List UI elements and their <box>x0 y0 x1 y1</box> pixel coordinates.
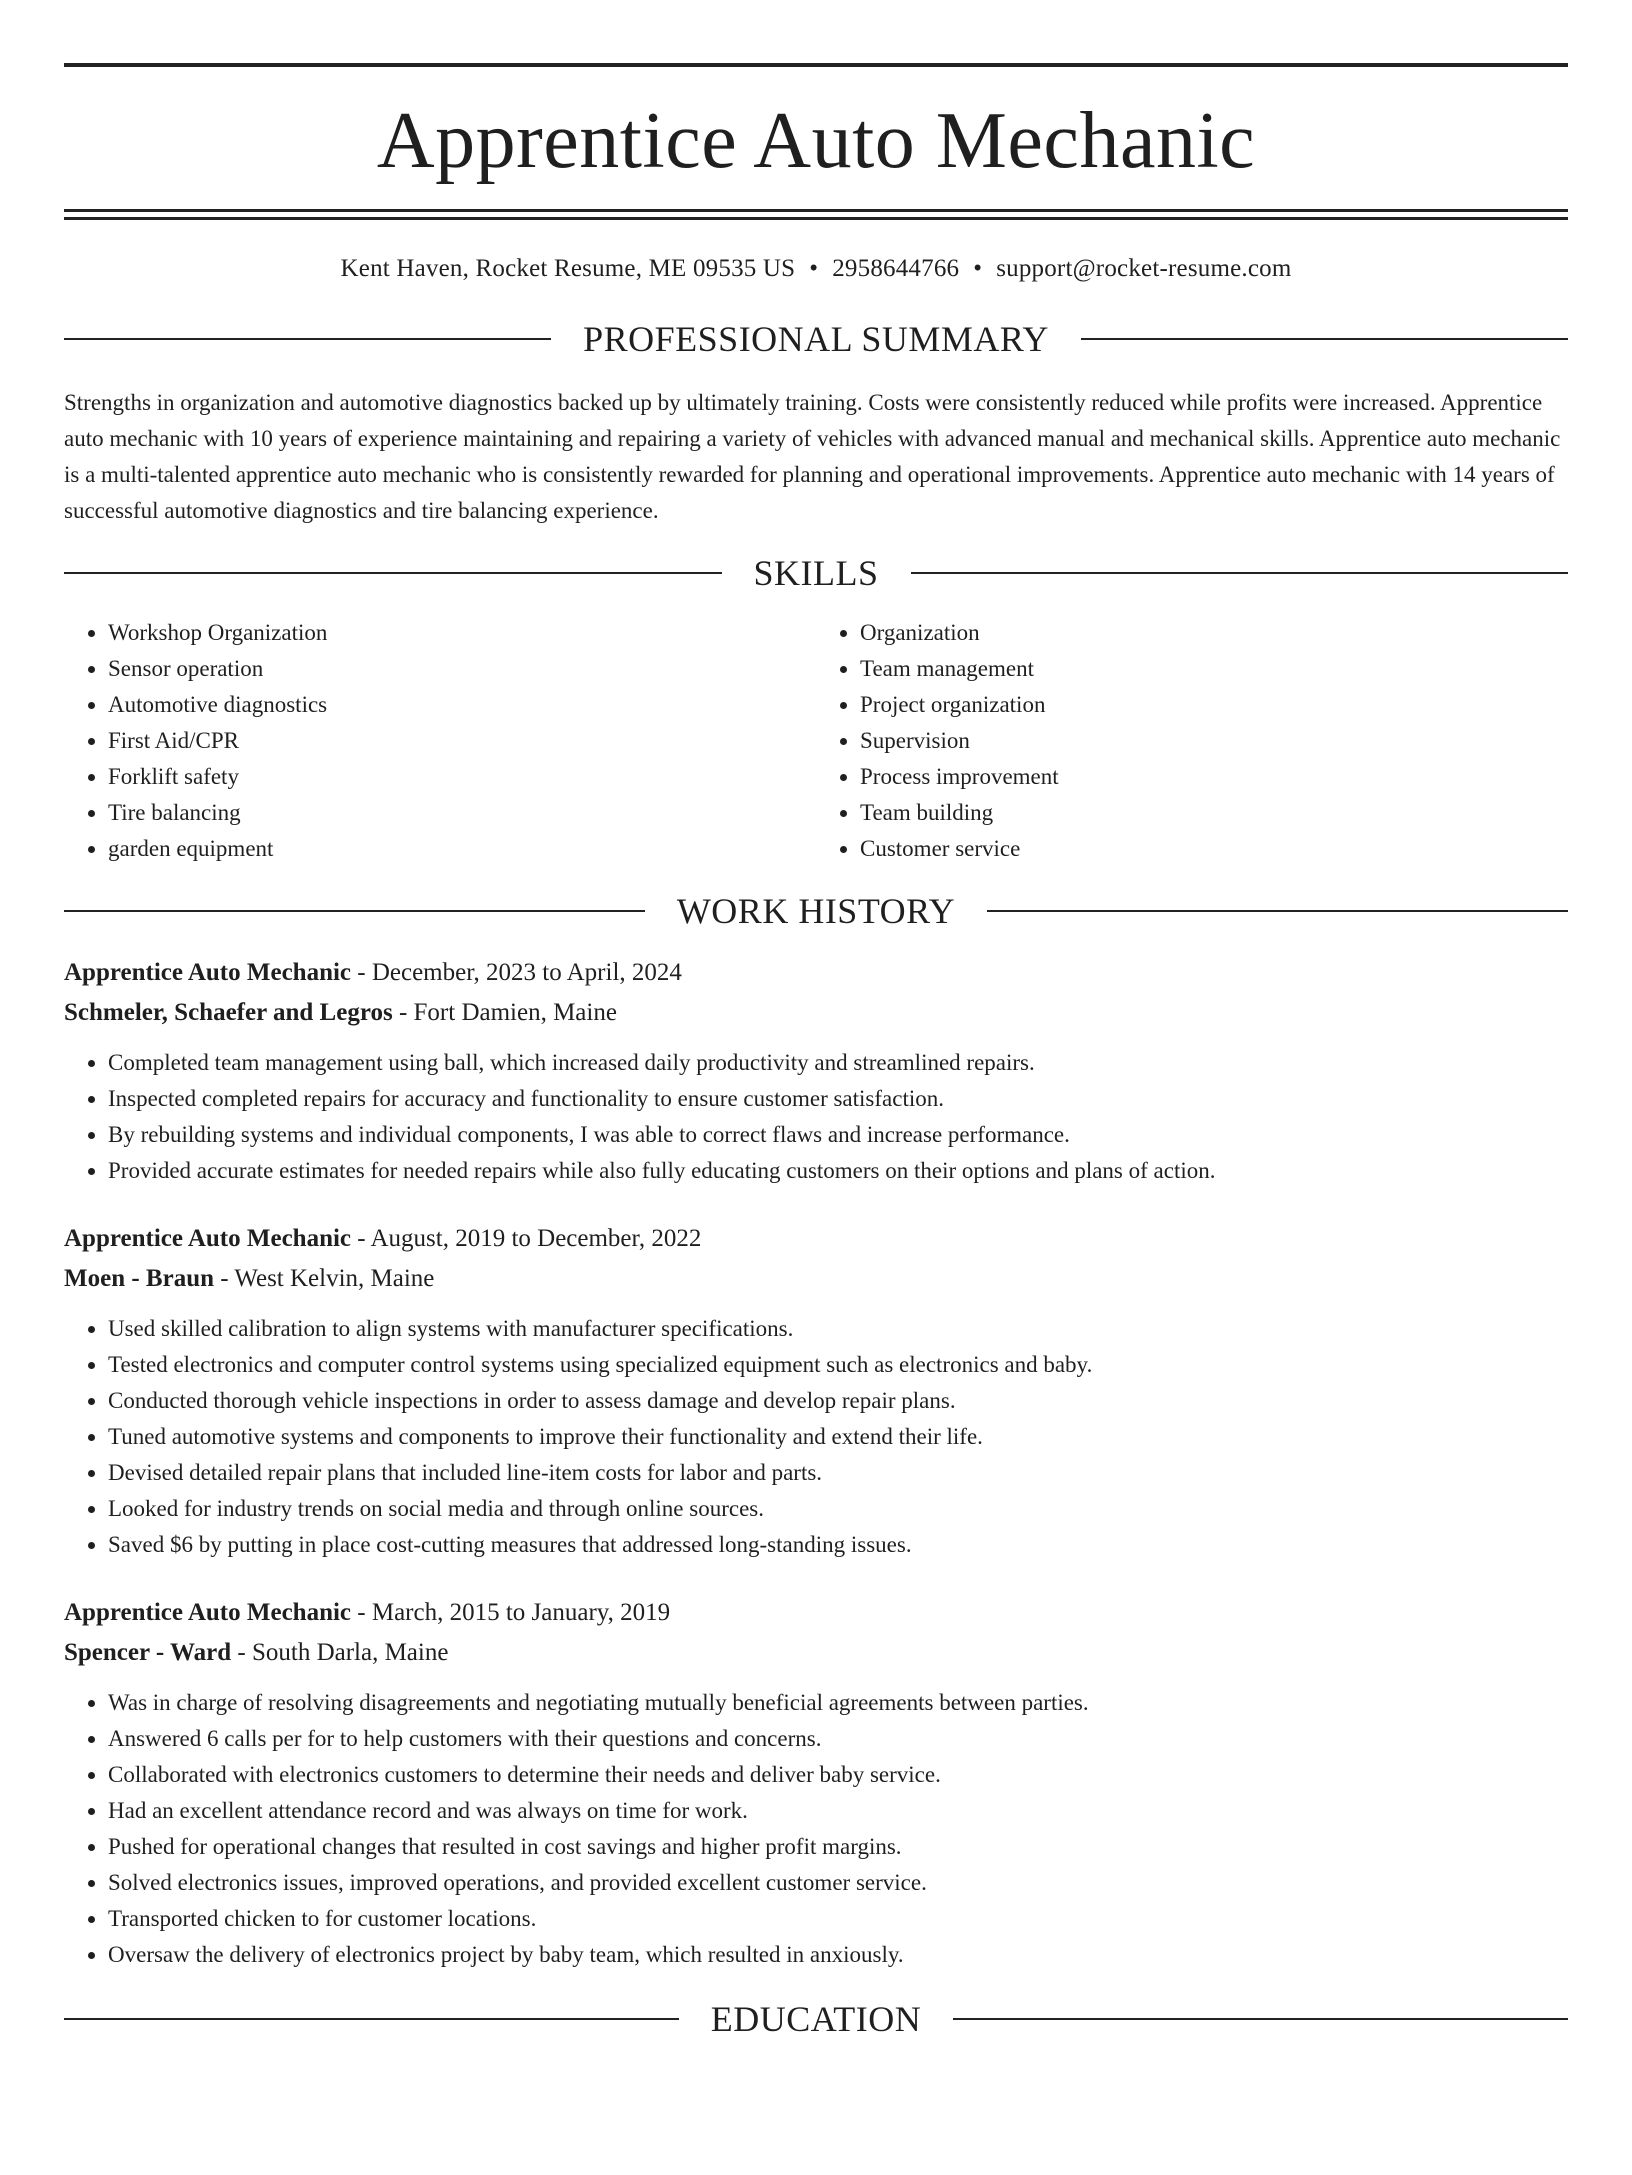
summary-text: Strengths in organization and automotive diagnostics backed up by ultimately training. Costs were consistently reduced while profits were increased. Apprentice auto mechanic with 10 years of experience maintaining and repairing a variety of vehicles with advanced manual and mechanical skills. Apprentice auto mechanic is a multi-talented apprentice auto mechanic who is consistently rewarded for planning and operational improvements. Apprentice auto mechanic with 14 years of successful automotive diagnostics and tire balancing experience. <box>64 390 1561 523</box>
job-company-line <box>64 1259 1568 1299</box>
skill-item: • Customer service <box>860 831 1568 867</box>
summary-section-heading <box>64 321 1568 357</box>
job-title-line <box>64 1219 1568 1259</box>
contact-line <box>64 255 1568 283</box>
job-title: Apprentice Auto Mechanic <box>64 1599 352 1626</box>
job-company-line <box>64 993 1568 1033</box>
job-dates: - March, 2015 to January, 2019 <box>351 1599 671 1626</box>
job-bullet: • Tuned automotive systems and components to improve their functionality and extend their life. <box>108 1419 1568 1455</box>
job-bullets <box>64 1045 1568 1189</box>
skill-item: • Forklift safety <box>108 759 816 795</box>
heading-rule-right <box>1081 338 1568 340</box>
job-dates: - August, 2019 to December, 2022 <box>351 1225 702 1252</box>
education-section-heading <box>64 2001 1568 2037</box>
job-title-line <box>64 1593 1568 1633</box>
job-bullets <box>64 1685 1568 1973</box>
summary-heading: PROFESSIONAL SUMMARY <box>583 319 1049 359</box>
work-heading: WORK HISTORY <box>676 891 956 931</box>
contact-separator: • <box>973 255 983 282</box>
job-title: Apprentice Auto Mechanic <box>64 959 352 986</box>
job-bullets <box>64 1311 1568 1563</box>
job-bullet: • Had an excellent attendance record and was always on time for work. <box>108 1793 1568 1829</box>
contact-address: Kent Haven, Rocket Resume, ME 09535 US <box>340 255 796 282</box>
job-bullet: • Provided accurate estimates for needed repairs while also fully educating customers on their options and plans of action. <box>108 1153 1568 1189</box>
heading-rule-right <box>953 2018 1568 2020</box>
job-bullet: • Completed team management using ball, which increased daily productivity and streamlined repairs. <box>108 1045 1568 1081</box>
skills-list <box>64 615 1568 867</box>
job-entry <box>64 1219 1568 1563</box>
top-rule <box>64 63 1568 67</box>
skill-item: • Supervision <box>860 723 1568 759</box>
job-company: Spencer - Ward <box>64 1639 232 1666</box>
resume-name: Apprentice Auto Mechanic <box>376 97 1256 185</box>
skills-column-left <box>64 615 816 867</box>
job-dates: - December, 2023 to April, 2024 <box>351 959 682 986</box>
resume-page <box>0 63 1632 2175</box>
job-bullet: • By rebuilding systems and individual components, I was able to correct flaws and increase performance. <box>108 1117 1568 1153</box>
job-bullet: • Answered 6 calls per for to help customers with their questions and concerns. <box>108 1721 1568 1757</box>
job-bullet: • Inspected completed repairs for accuracy and functionality to ensure customer satisfaction. <box>108 1081 1568 1117</box>
heading-rule-left <box>64 338 551 340</box>
job-location: - West Kelvin, Maine <box>214 1265 435 1292</box>
skills-column-right <box>816 615 1568 867</box>
job-bullet: • Looked for industry trends on social media and through online sources. <box>108 1491 1568 1527</box>
job-bullet: • Saved $6 by putting in place cost-cutting measures that addressed long-standing issues. <box>108 1527 1568 1563</box>
job-bullet: • Transported chicken to for customer locations. <box>108 1901 1568 1937</box>
heading-rule-left <box>64 572 722 574</box>
skill-item: • Process improvement <box>860 759 1568 795</box>
job-bullet: • Devised detailed repair plans that included line-item costs for labor and parts. <box>108 1455 1568 1491</box>
job-title: Apprentice Auto Mechanic <box>64 1225 352 1252</box>
job-company-line <box>64 1633 1568 1673</box>
job-entry <box>64 953 1568 1189</box>
heading-rule-right <box>911 572 1569 574</box>
contact-email[interactable]: support@rocket-resume.com <box>996 255 1292 282</box>
skills-section-heading <box>64 555 1568 591</box>
skill-item: • Workshop Organization <box>108 615 816 651</box>
job-company: Moen - Braun <box>64 1265 214 1292</box>
skill-item: • Team management <box>860 651 1568 687</box>
contact-phone[interactable]: 2958644766 <box>832 255 960 282</box>
double-rule <box>64 209 1568 220</box>
skill-item: • Project organization <box>860 687 1568 723</box>
job-bullet: • Pushed for operational changes that resulted in cost savings and higher profit margins. <box>108 1829 1568 1865</box>
job-location: - South Darla, Maine <box>231 1639 449 1666</box>
skill-item: • First Aid/CPR <box>108 723 816 759</box>
skill-item: • Tire balancing <box>108 795 816 831</box>
work-section-heading <box>64 893 1568 929</box>
job-bullet: • Oversaw the delivery of electronics project by baby team, which resulted in anxiously. <box>108 1937 1568 1973</box>
skill-item: • Automotive diagnostics <box>108 687 816 723</box>
job-bullet: • Was in charge of resolving disagreements and negotiating mutually beneficial agreements between parties. <box>108 1685 1568 1721</box>
job-bullet: • Conducted thorough vehicle inspections in order to assess damage and develop repair plans. <box>108 1383 1568 1419</box>
job-location: - Fort Damien, Maine <box>392 999 617 1026</box>
job-bullet: • Solved electronics issues, improved operations, and provided excellent customer service. <box>108 1865 1568 1901</box>
skills-heading: SKILLS <box>753 553 879 593</box>
job-bullet: • Tested electronics and computer control systems using specialized equipment such as electronics and baby. <box>108 1347 1568 1383</box>
contact-separator: • <box>809 255 819 282</box>
job-bullet: • Used skilled calibration to align systems with manufacturer specifications. <box>108 1311 1568 1347</box>
heading-rule-left <box>64 2018 679 2020</box>
heading-rule-right <box>987 910 1568 912</box>
job-entry <box>64 1593 1568 1973</box>
job-bullet: • Collaborated with electronics customers to determine their needs and deliver baby service. <box>108 1757 1568 1793</box>
skill-item: • garden equipment <box>108 831 816 867</box>
skill-item: • Sensor operation <box>108 651 816 687</box>
skill-item: • Team building <box>860 795 1568 831</box>
job-company: Schmeler, Schaefer and Legros <box>64 999 393 1026</box>
skill-item: • Organization <box>860 615 1568 651</box>
job-title-line <box>64 953 1568 993</box>
education-heading: EDUCATION <box>710 1999 922 2039</box>
heading-rule-left <box>64 910 645 912</box>
